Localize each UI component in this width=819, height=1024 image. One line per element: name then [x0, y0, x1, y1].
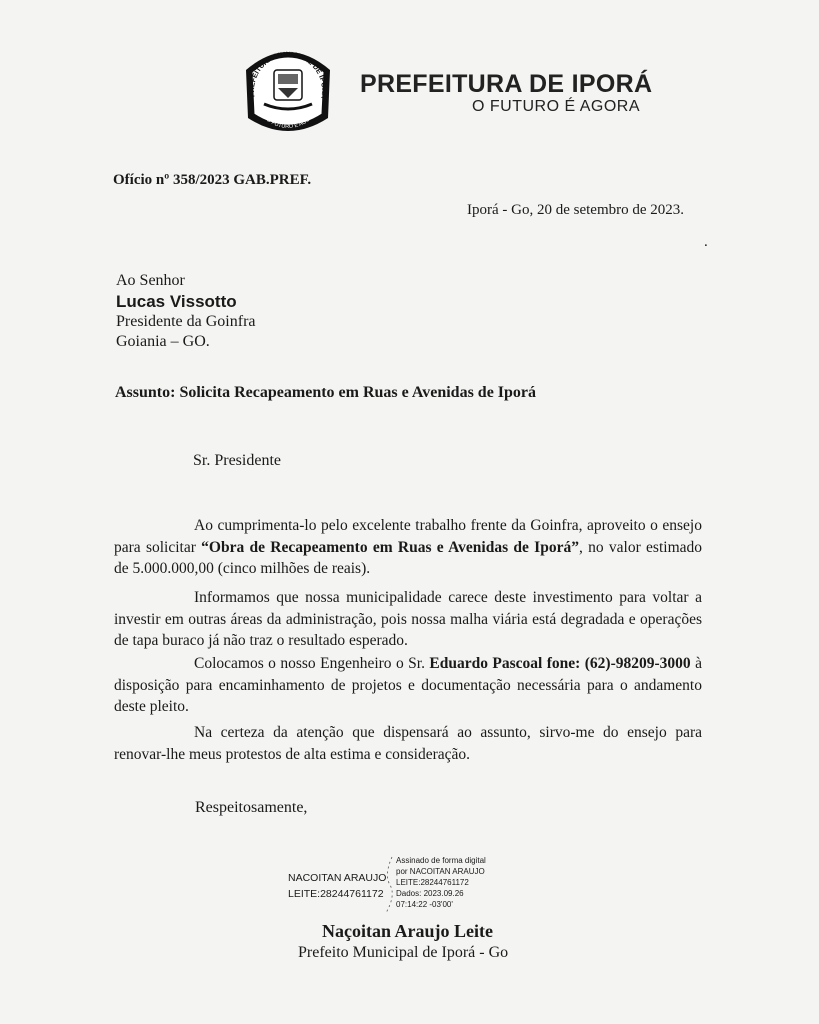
trailing-mark: . [704, 234, 708, 250]
stamp-line: por NACOITAN ARAUJO [396, 867, 485, 876]
paragraph-request [114, 515, 702, 580]
paragraph-contact [114, 653, 702, 718]
paragraph-closing-text: Na certeza da atenção que dispensará ao assunto, sirvo-me do ensejo para renovar-lhe meus protestos de alta estima e consideração. [114, 724, 702, 763]
stamp-line: Assinado de forma digital [396, 856, 486, 865]
digital-signature-name-line1: NACOITAN ARAUJO [288, 872, 387, 884]
paragraph-justification-text: Informamos que nossa municipalidade carece deste investimento para voltar a investir em outras áreas da administração, pois nossa malha viária está degradada e operações de tapa buraco já não traz o resultado esperado. [114, 589, 702, 649]
recipient-city: Goiania – GO. [116, 333, 210, 350]
digital-signature-name-line2: LEITE:28244761172 [288, 888, 384, 900]
paragraph-request-start: Ao cumprimenta-lo pelo excelente trabalho frente da Goinfra, aproveito o ensejo para solicitar [114, 517, 702, 556]
place-date: Iporá - Go, 20 de setembro de 2023. [467, 202, 685, 218]
paragraph-request-end: , no valor estimado de 5.000.000,00 (cinco milhões de reais). [114, 538, 702, 577]
letter-reference: Ofício nº 358/2023 GAB.PREF. [113, 172, 312, 188]
greeting: Sr. Presidente [193, 452, 281, 469]
digital-signature-stamp [396, 855, 486, 910]
paragraph-request-work-title: “Obra de Recapeamento em Ruas e Avenidas de Iporá” [201, 538, 579, 556]
digital-signature-name [288, 870, 386, 902]
recipient-salutation: Ao Senhor [116, 272, 185, 289]
recipient-role: Presidente da Goinfra [116, 313, 256, 330]
digital-signature [288, 855, 528, 915]
stamp-line: Dados: 2023.09.26 [396, 889, 464, 898]
seal-motto: O FUTURO É AGORA [265, 111, 317, 131]
subject-line: Assunto: Solicita Recapeamento em Ruas e Avenidas de Iporá [115, 384, 537, 401]
engineer-contact: Eduardo Pascoal fone: (62)-98209-3000 [429, 655, 691, 672]
paragraph-justification [114, 587, 702, 652]
paragraph-contact-end: à disposição para encaminhamento de projetos e documentação necessária para o andamento deste pleito. [114, 655, 702, 715]
signer-title: Prefeito Municipal de Iporá - Go [298, 944, 509, 961]
paragraph-contact-start: Colocamos o nosso Engenheiro o Sr. [194, 655, 430, 672]
brand-slogan: O FUTURO É AGORA [472, 98, 641, 115]
stamp-line: 07:14:22 -03'00' [396, 900, 453, 909]
seal-text: PREFEITURA MUNICIPAL DE IPORÁ [248, 51, 328, 99]
recipient-name: Lucas Vissotto [116, 292, 237, 311]
paragraph-closing [114, 722, 702, 765]
stamp-line: LEITE:28244761172 [396, 878, 469, 887]
brand-title: PREFEITURA DE IPORÁ [360, 70, 653, 98]
municipal-seal [238, 40, 338, 140]
signer-name: Naçoitan Araujo Leite [322, 921, 493, 941]
closing: Respeitosamente, [195, 799, 308, 816]
